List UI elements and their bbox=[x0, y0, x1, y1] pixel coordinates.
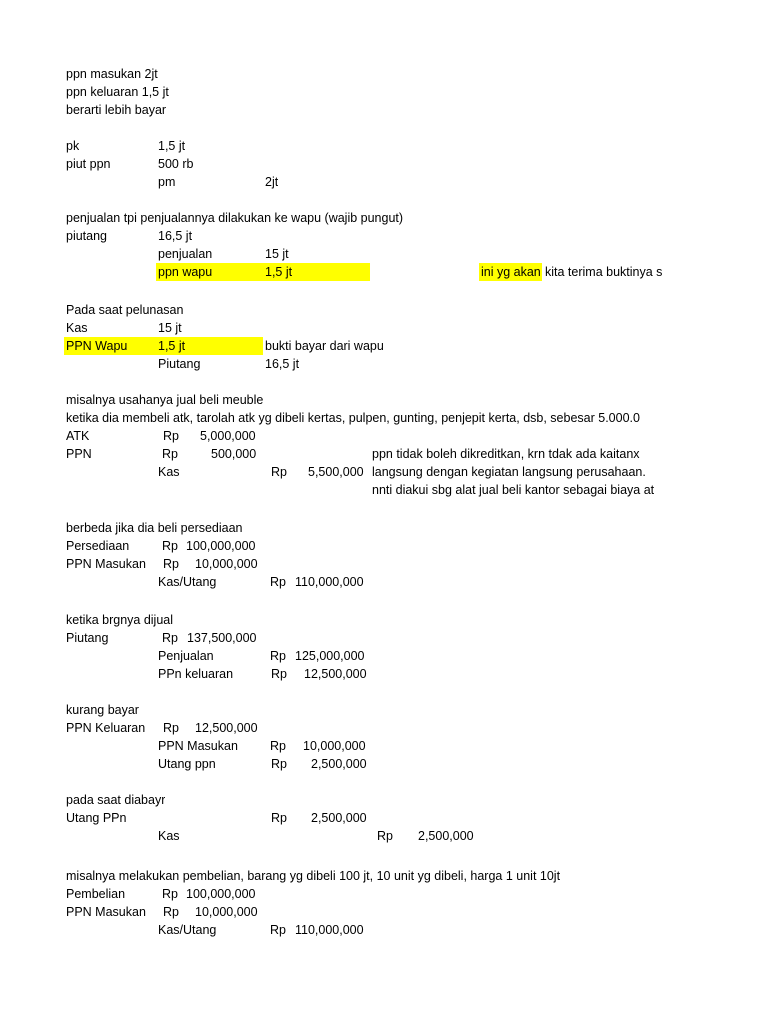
sheet-row bbox=[0, 301, 768, 319]
sheet-cell[interactable]: PPn keluaran bbox=[158, 667, 234, 681]
sheet-row bbox=[0, 903, 768, 921]
sheet-cell[interactable]: Kas bbox=[66, 321, 88, 335]
sheet-cell[interactable]: misalnya usahanya jual beli meuble bbox=[66, 393, 264, 407]
sheet-row bbox=[0, 519, 768, 537]
sheet-cell[interactable]: Rp bbox=[271, 757, 287, 771]
sheet-row bbox=[0, 173, 768, 191]
sheet-row bbox=[0, 263, 768, 281]
sheet-cell[interactable]: PPN bbox=[66, 447, 92, 461]
sheet-row bbox=[0, 409, 768, 427]
sheet-row bbox=[0, 737, 768, 755]
sheet-cell[interactable]: 110,000,000 bbox=[295, 575, 364, 589]
sheet-cell[interactable]: 110,000,000 bbox=[295, 923, 364, 937]
sheet-cell[interactable]: 500 rb bbox=[158, 157, 194, 171]
sheet-cell[interactable]: Penjualan bbox=[158, 649, 214, 663]
sheet-cell[interactable]: ketika brgnya dijual bbox=[66, 613, 174, 627]
highlighted-cell[interactable]: ppn wapu bbox=[156, 263, 263, 281]
sheet-row bbox=[0, 665, 768, 683]
sheet-cell[interactable]: Rp bbox=[270, 649, 286, 663]
sheet-cell[interactable]: Rp bbox=[163, 557, 179, 571]
sheet-row bbox=[0, 867, 768, 885]
sheet-cell[interactable]: Kas bbox=[158, 829, 180, 843]
sheet-row bbox=[0, 209, 768, 227]
sheet-cell[interactable]: 16,5 jt bbox=[265, 357, 300, 371]
highlighted-cell[interactable]: 1,5 jt bbox=[156, 337, 263, 355]
sheet-cell[interactable]: 2jt bbox=[265, 175, 279, 189]
sheet-cell[interactable]: 137,500,000 bbox=[187, 631, 257, 645]
sheet-cell[interactable]: Rp bbox=[163, 429, 179, 443]
sheet-cell[interactable]: Pada saat pelunasan bbox=[66, 303, 184, 317]
sheet-row bbox=[0, 809, 768, 827]
sheet-row bbox=[0, 245, 768, 263]
sheet-cell[interactable]: PPN Masukan bbox=[158, 739, 238, 753]
sheet-cell[interactable]: Persediaan bbox=[66, 539, 130, 553]
sheet-row bbox=[0, 463, 768, 481]
sheet-cell[interactable]: Piutang bbox=[158, 357, 201, 371]
sheet-row bbox=[0, 101, 768, 119]
sheet-row bbox=[0, 629, 768, 647]
sheet-row bbox=[0, 573, 768, 591]
sheet-cell[interactable]: berbeda jika dia beli persediaan bbox=[66, 521, 243, 535]
sheet-cell[interactable]: 10,000,000 bbox=[195, 557, 258, 571]
sheet-row bbox=[0, 555, 768, 573]
sheet-cell[interactable]: PPN Masukan bbox=[66, 557, 146, 571]
sheet-cell[interactable]: 100,000,000 bbox=[186, 887, 256, 901]
sheet-cell[interactable]: 125,000,000 bbox=[295, 649, 365, 663]
sheet-cell[interactable]: Kas/Utang bbox=[158, 575, 217, 589]
sheet-cell[interactable]: Rp bbox=[271, 667, 287, 681]
sheet-cell[interactable]: penjualan tpi penjualannya dilakukan ke wapu (wajib pungut) bbox=[66, 211, 404, 225]
sheet-cell[interactable]: 2,500,000 bbox=[418, 829, 474, 843]
sheet-row bbox=[0, 227, 768, 245]
sheet-cell[interactable]: Rp bbox=[162, 539, 178, 553]
sheet-cell[interactable]: 5,000,000 bbox=[200, 429, 256, 443]
sheet-cell[interactable]: 5,500,000 bbox=[308, 465, 364, 479]
sheet-cell[interactable]: 15 jt bbox=[265, 247, 289, 261]
sheet-cell[interactable]: 1,5 jt bbox=[158, 139, 186, 153]
sheet-row bbox=[0, 611, 768, 629]
sheet-cell[interactable]: Rp bbox=[270, 575, 286, 589]
sheet-cell[interactable]: Rp bbox=[271, 465, 287, 479]
sheet-cell[interactable]: pm bbox=[158, 175, 176, 189]
sheet-cell[interactable]: langsung dengan kegiatan langsung perusahaan. bbox=[372, 465, 646, 479]
sheet-cell[interactable]: Rp bbox=[271, 811, 287, 825]
sheet-cell[interactable]: Rp bbox=[162, 631, 178, 645]
sheet-cell[interactable]: 100,000,000 bbox=[186, 539, 256, 553]
sheet-row bbox=[0, 319, 768, 337]
sheet-cell[interactable]: 10,000,000 bbox=[195, 905, 258, 919]
sheet-cell[interactable]: Piutang bbox=[66, 631, 109, 645]
sheet-row bbox=[0, 701, 768, 719]
sheet-row bbox=[0, 885, 768, 903]
sheet-row bbox=[0, 427, 768, 445]
sheet-cell[interactable]: 12,500,000 bbox=[195, 721, 258, 735]
sheet-cell[interactable]: ATK bbox=[66, 429, 90, 443]
sheet-cell[interactable]: 16,5 jt bbox=[158, 229, 193, 243]
sheet-row bbox=[0, 155, 768, 173]
sheet-cell[interactable]: Kas/Utang bbox=[158, 923, 217, 937]
sheet-cell[interactable]: Rp bbox=[162, 447, 178, 461]
sheet-row bbox=[0, 921, 768, 939]
sheet-row bbox=[0, 83, 768, 101]
sheet-cell[interactable]: Rp bbox=[377, 829, 393, 843]
sheet-cell[interactable]: Rp bbox=[163, 721, 179, 735]
sheet-cell[interactable]: Rp bbox=[163, 905, 179, 919]
sheet-cell[interactable]: piutang bbox=[66, 229, 108, 243]
sheet-cell[interactable]: Pembelian bbox=[66, 887, 126, 901]
sheet-row bbox=[0, 355, 768, 373]
sheet-row bbox=[0, 445, 768, 463]
sheet-row bbox=[0, 481, 768, 499]
highlighted-cell[interactable]: PPN Wapu bbox=[64, 337, 156, 355]
sheet-cell[interactable]: piut ppn bbox=[66, 157, 111, 171]
sheet-cell[interactable]: ppn tidak boleh dikreditkan, krn tdak ada kaitanx bbox=[372, 447, 640, 461]
sheet-row bbox=[0, 719, 768, 737]
sheet-row bbox=[0, 137, 768, 155]
sheet-row bbox=[0, 537, 768, 555]
sheet-cell[interactable]: penjualan bbox=[158, 247, 213, 261]
sheet-cell[interactable]: nnti diakui sbg alat jual beli kantor sebagai biaya at bbox=[372, 483, 655, 497]
sheet-cell[interactable]: kita terima buktinya s bbox=[545, 265, 663, 279]
sheet-row bbox=[0, 337, 768, 355]
sheet-cell[interactable]: 15 jt bbox=[158, 321, 182, 335]
sheet-cell[interactable]: 500,000 bbox=[211, 447, 257, 461]
sheet-cell[interactable]: ppn masukan 2jt bbox=[66, 67, 158, 81]
sheet-row bbox=[0, 755, 768, 773]
sheet-cell[interactable]: 12,500,000 bbox=[304, 667, 367, 681]
sheet-cell[interactable]: Rp bbox=[270, 923, 286, 937]
sheet-row bbox=[0, 827, 768, 845]
sheet-cell[interactable]: 10,000,000 bbox=[303, 739, 366, 753]
sheet-cell[interactable]: Rp bbox=[270, 739, 286, 753]
sheet-cell[interactable]: ketika dia membeli atk, tarolah atk yg dibeli kertas, pulpen, gunting, penjepit kerta, dsb, sebesar 5.000.0 bbox=[66, 411, 640, 425]
sheet-cell[interactable]: misalnya melakukan pembelian, barang yg dibeli 100 jt, 10 unit yg dibeli, harga 1 unit 10jt bbox=[66, 869, 561, 883]
highlighted-cell[interactable]: 1,5 jt bbox=[263, 263, 370, 281]
sheet-cell[interactable]: PPN Keluaran bbox=[66, 721, 146, 735]
sheet-row bbox=[0, 65, 768, 83]
sheet-cell[interactable]: pada saat diabayr bbox=[66, 793, 166, 807]
sheet-cell[interactable]: Utang ppn bbox=[158, 757, 216, 771]
sheet-row bbox=[0, 647, 768, 665]
sheet-cell[interactable]: Rp bbox=[162, 887, 178, 901]
sheet-cell[interactable]: Utang PPn bbox=[66, 811, 127, 825]
sheet-cell[interactable]: PPN Masukan bbox=[66, 905, 146, 919]
sheet-cell[interactable]: pk bbox=[66, 139, 80, 153]
sheet-cell[interactable]: 2,500,000 bbox=[311, 811, 367, 825]
highlighted-cell[interactable]: ini yg akan bbox=[481, 265, 541, 279]
sheet-cell[interactable]: bukti bayar dari wapu bbox=[265, 339, 384, 353]
sheet-row bbox=[0, 791, 768, 809]
sheet-cell[interactable]: kurang bayar bbox=[66, 703, 139, 717]
sheet-cell[interactable]: 2,500,000 bbox=[311, 757, 367, 771]
sheet-cell[interactable]: Kas bbox=[158, 465, 180, 479]
sheet-row bbox=[0, 391, 768, 409]
sheet-cell[interactable]: berarti lebih bayar bbox=[66, 103, 167, 117]
sheet-cell[interactable]: ppn keluaran 1,5 jt bbox=[66, 85, 169, 99]
